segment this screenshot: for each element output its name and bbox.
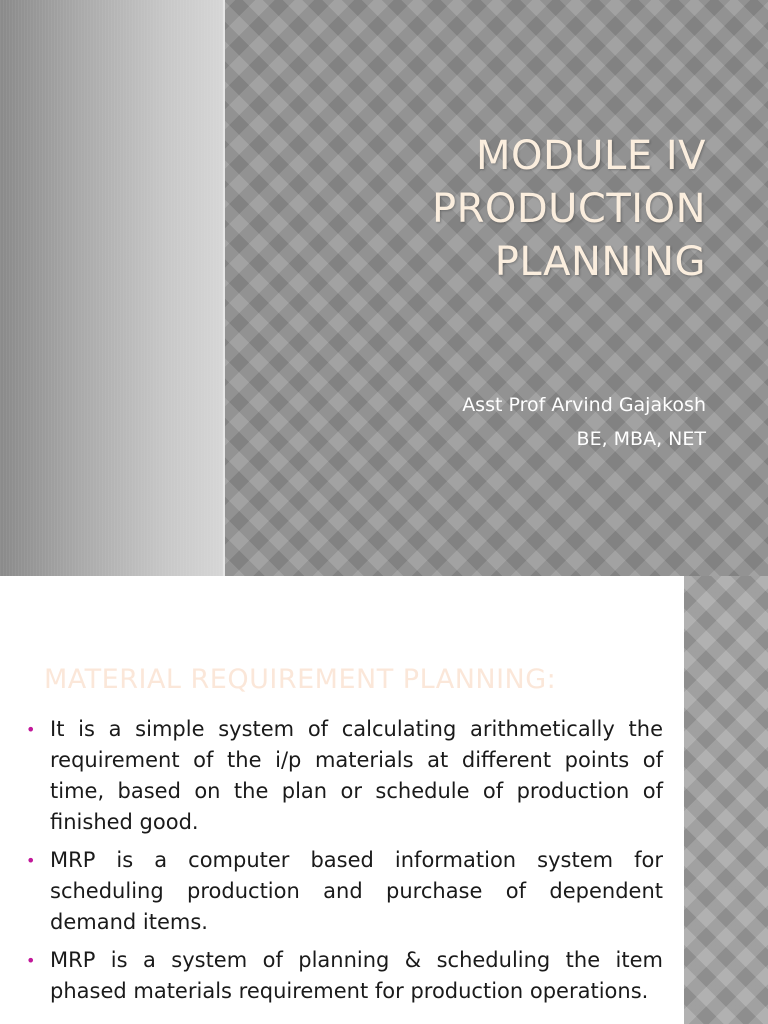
author-qualifications: BE, MBA, NET bbox=[576, 428, 706, 450]
bullet-text: It is a simple system of calculating arithmetically the requirement of the i/p materials at different points of time, based on the plan or schedule of production of finished good. bbox=[50, 717, 663, 834]
list-item bbox=[22, 945, 663, 1007]
list-item bbox=[22, 845, 663, 938]
right-texture-strip bbox=[684, 576, 768, 1024]
bullet-icon: • bbox=[26, 720, 36, 739]
slide-title bbox=[266, 130, 706, 289]
author-name: Asst Prof Arvind Gajakosh bbox=[462, 394, 706, 416]
bullet-icon: • bbox=[26, 851, 36, 870]
bullet-text: MRP is a computer based information system for scheduling production and purchase of dependent demand items. bbox=[50, 848, 663, 934]
bullet-text: MRP is a system of planning & scheduling the item phased materials requirement for production operations. bbox=[50, 948, 663, 1003]
bullet-list bbox=[22, 714, 663, 1014]
title-line-2: PRODUCTION bbox=[431, 186, 706, 232]
title-line-3: PLANNING bbox=[494, 239, 706, 285]
slide-heading: MATERIAL REQUIREMENT PLANNING: bbox=[44, 664, 557, 695]
content-slide bbox=[0, 576, 768, 1024]
title-line-1: MODULE IV bbox=[475, 133, 706, 179]
slide-subtitle bbox=[266, 388, 706, 456]
left-gradient-panel bbox=[0, 0, 223, 576]
bullet-icon: • bbox=[26, 951, 36, 970]
list-item bbox=[22, 714, 663, 838]
